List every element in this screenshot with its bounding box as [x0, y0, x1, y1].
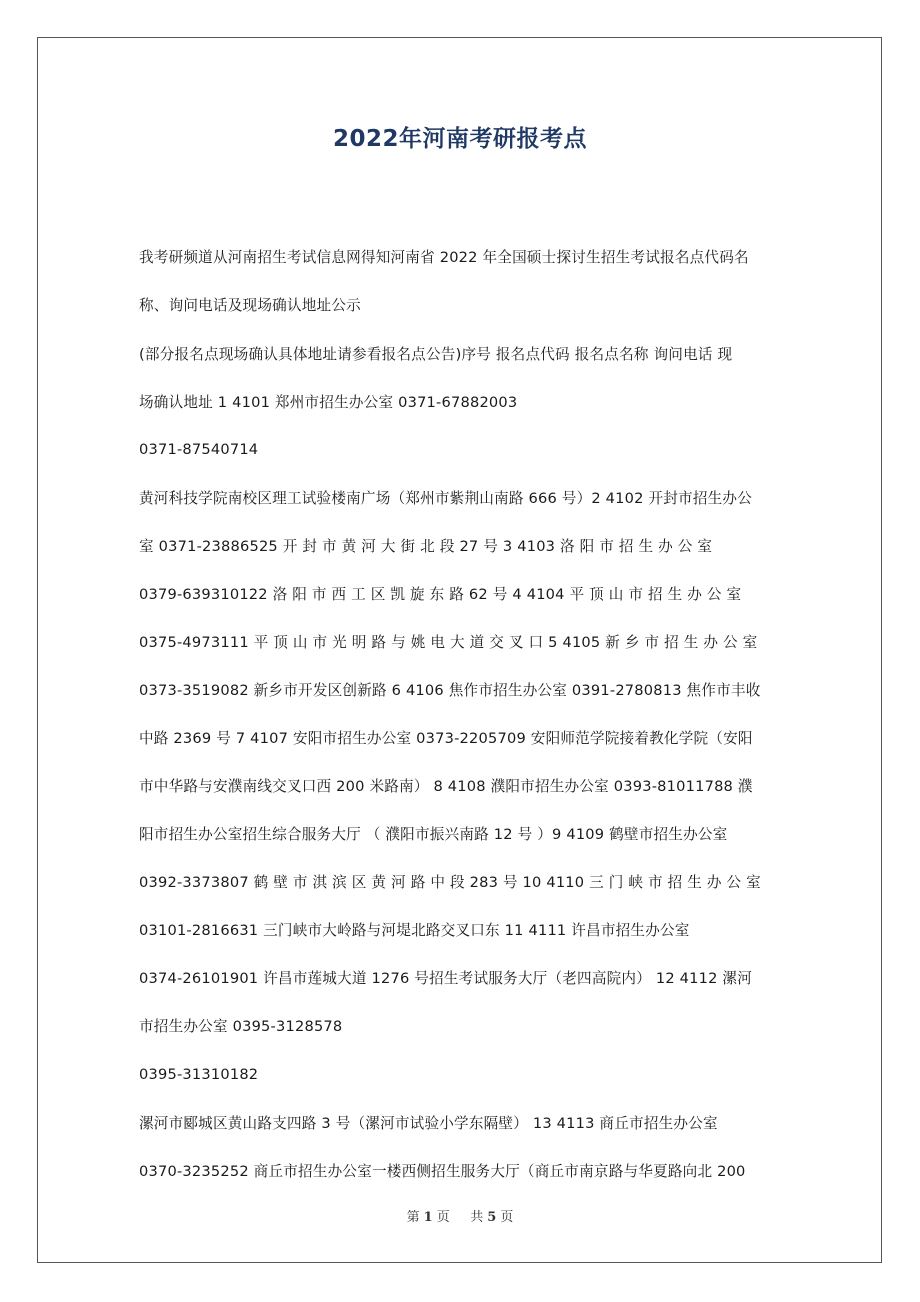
- body-line: 黄河科技学院南校区理工试验楼南广场（郑州市紫荆山南路 666 号）2 4102 开封市招生办公: [139, 490, 753, 507]
- body-line: 阳市招生办公室招生综合服务大厅 （ 濮阳市振兴南路 12 号 ）9 4109 鹤壁市招生办公室: [139, 826, 728, 843]
- body-line: 市中华路与安濮南线交叉口西 200 米路南） 8 4108 濮阳市招生办公室 0393-81011788 濮: [139, 778, 753, 795]
- body-line: 我考研频道从河南招生考试信息网得知河南省 2022 年全国硕士探讨生招生考试报名点代码名: [139, 249, 749, 266]
- footer-total-label: 共: [470, 1210, 484, 1225]
- footer-page-label: 第: [406, 1210, 420, 1225]
- body-line: 中路 2369 号 7 4107 安阳市招生办公室 0373-2205709 安阳师范学院接着教化学院（安阳: [139, 730, 753, 747]
- body-line: 0370-3235252 商丘市招生办公室一楼西侧招生服务大厅（商丘市南京路与华夏路向北 200: [139, 1163, 746, 1180]
- body-line: 03101-2816631 三门峡市大岭路与河堤北路交叉口东 11 4111 许昌市招生办公室: [139, 922, 690, 939]
- body-line: 0379-639310122 洛 阳 市 西 工 区 凯 旋 东 路 62 号 4 4104 平 顶 山 市 招 生 办 公 室: [139, 586, 742, 603]
- footer-page-number: 1: [423, 1210, 433, 1225]
- footer-total-number: 5: [487, 1210, 497, 1225]
- body-line: 市招生办公室 0395-3128578: [139, 1018, 343, 1035]
- body-line: 漯河市郾城区黄山路支四路 3 号（漯河市试验小学东隔壁） 13 4113 商丘市招生办公室: [139, 1115, 718, 1132]
- body-line: 0374-26101901 许昌市莲城大道 1276 号招生考试服务大厅（老四高院内） 12 4112 漯河: [139, 970, 753, 987]
- body-line: 0392-3373807 鹤 壁 市 淇 滨 区 黄 河 路 中 段 283 号 10 4110 三 门 峡 市 招 生 办 公 室: [139, 874, 761, 891]
- body-line: (部分报名点现场确认具体地址请参看报名点公告)序号 报名点代码 报名点名称 询问电话 现: [139, 346, 733, 363]
- body-line: 场确认地址 1 4101 郑州市招生办公室 0371-67882003: [139, 394, 518, 411]
- body-line: 室 0371-23886525 开 封 市 黄 河 大 街 北 段 27 号 3 4103 洛 阳 市 招 生 办 公 室: [139, 538, 713, 555]
- footer-page-unit: 页: [436, 1210, 450, 1225]
- document-title: 2022年河南考研报考点: [332, 126, 587, 152]
- body-line: 0373-3519082 新乡市开发区创新路 6 4106 焦作市招生办公室 0391-2780813 焦作市丰收: [139, 682, 761, 699]
- footer-total-unit: 页: [500, 1210, 514, 1225]
- page-footer: [0, 1206, 920, 1225]
- body-line: 称、询问电话及现场确认地址公示: [139, 297, 361, 314]
- body-line: 0375-4973111 平 顶 山 市 光 明 路 与 姚 电 大 道 交 叉 口 5 4105 新 乡 市 招 生 办 公 室: [139, 634, 758, 651]
- body-line: 0371-87540714: [139, 441, 259, 458]
- body-line: 0395-31310182: [139, 1066, 259, 1083]
